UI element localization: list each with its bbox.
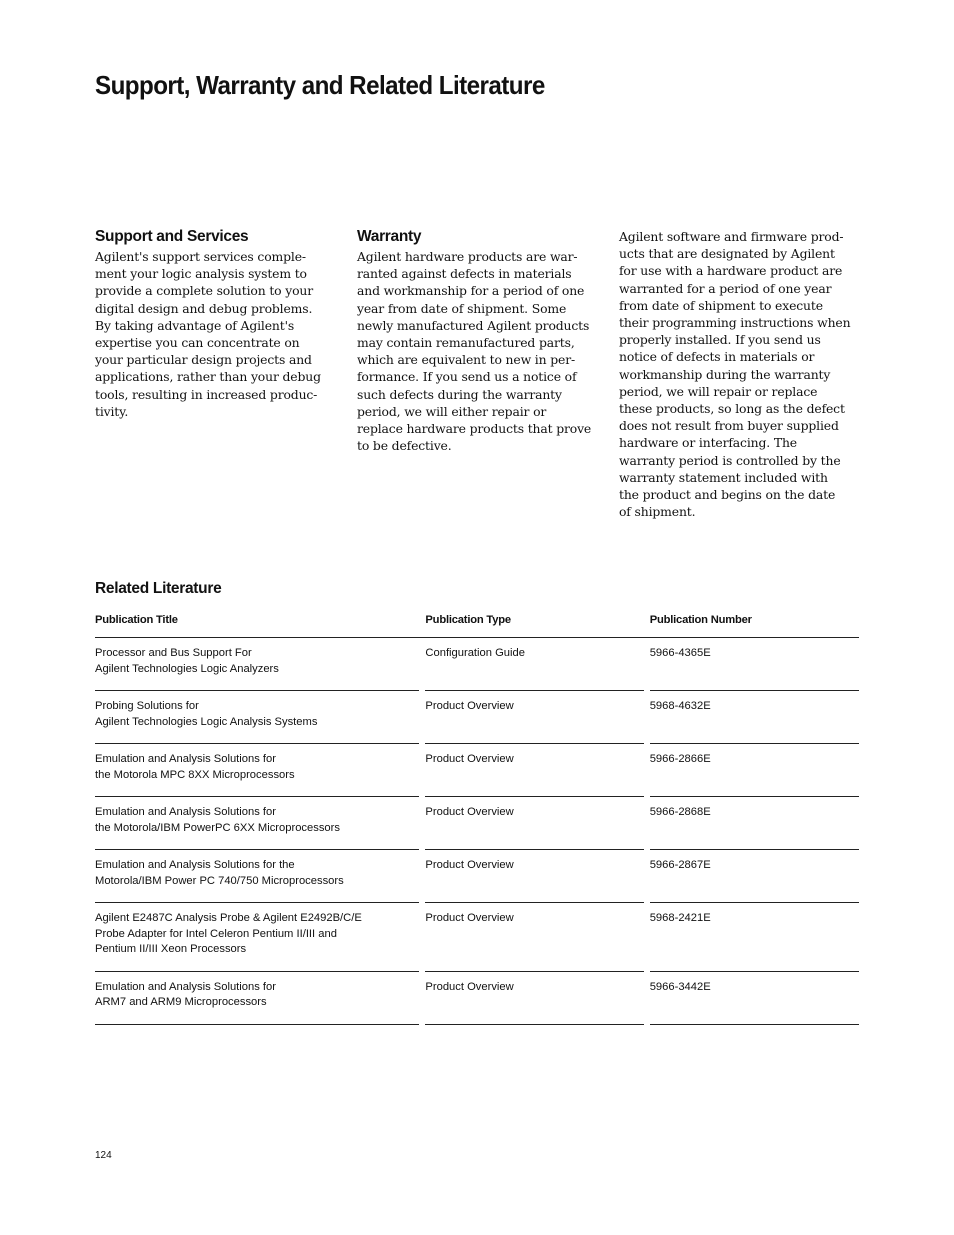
warranty-section <box>357 227 602 454</box>
publication-title-cell: Agilent E2487C Analysis Probe & Agilent E2492B/C/E Probe Adapter for Intel Celeron Pentium II/III and Pentium II/III Xeon Processors <box>95 903 419 972</box>
column-header-number: Publication Number <box>650 614 859 638</box>
publication-number-cell: 5966-2866E <box>650 744 859 797</box>
publication-type-cell: Product Overview <box>425 691 643 744</box>
publication-title-cell: Emulation and Analysis Solutions for the Motorola MPC 8XX Microprocessors <box>95 744 419 797</box>
table-row <box>95 850 859 903</box>
table-row <box>95 797 859 850</box>
column-header-type: Publication Type <box>425 614 643 638</box>
publication-number-cell: 5968-4632E <box>650 691 859 744</box>
table-body <box>95 638 859 1025</box>
warranty-software-body: Agilent software and firmware prod- ucts that are designated by Agilent for use with a hardware product are warranted for a period of one year from date of shipment to execute their programming instructions when properly installed. If you send us notice of defects in materials or workmanship during the warranty period, we will repair or replace these products, so long as the defect does not result from buyer supplied hardware or interfacing. The warranty period is controlled by the warranty statement included with the product and begins on the date of shipment. <box>619 229 851 520</box>
page-title: Support, Warranty and Related Literature <box>95 70 545 100</box>
publication-title-cell: Processor and Bus Support For Agilent Technologies Logic Analyzers <box>95 638 419 691</box>
support-services-heading: Support and Services <box>95 228 249 245</box>
warranty-heading: Warranty <box>357 228 422 245</box>
publication-number-cell: 5966-4365E <box>650 638 859 691</box>
table-header-row <box>95 614 859 638</box>
publication-number-cell: 5966-2867E <box>650 850 859 903</box>
table-row <box>95 903 859 972</box>
publication-type-cell: Product Overview <box>425 903 643 972</box>
page-number: 124 <box>95 1150 112 1161</box>
warranty-software-section <box>619 227 864 520</box>
related-literature-table <box>95 614 859 1025</box>
column-header-title: Publication Title <box>95 614 419 638</box>
table-row <box>95 744 859 797</box>
publication-type-cell: Product Overview <box>425 797 643 850</box>
publication-type-cell: Product Overview <box>425 972 643 1025</box>
publication-number-cell: 5966-3442E <box>650 972 859 1025</box>
publication-type-cell: Product Overview <box>425 744 643 797</box>
warranty-body: Agilent hardware products are war- ranted against defects in materials and workmanship for a period of one year from date of shipment. Some newly manufactured Agilent products may contain remanufactured parts, which are equivalent to new in per- formance. If you send us a notice of such defects during the warranty period, we will either repair or replace hardware products that prove to be defective. <box>357 249 592 454</box>
publication-type-cell: Configuration Guide <box>425 638 643 691</box>
table-row <box>95 972 859 1025</box>
support-services-section <box>95 227 340 420</box>
publication-title-cell: Probing Solutions for Agilent Technologies Logic Analysis Systems <box>95 691 419 744</box>
publication-number-cell: 5966-2868E <box>650 797 859 850</box>
related-literature-heading: Related Literature <box>95 580 222 597</box>
table-row <box>95 638 859 691</box>
publication-type-cell: Product Overview <box>425 850 643 903</box>
publication-number-cell: 5968-2421E <box>650 903 859 972</box>
table-row <box>95 691 859 744</box>
publication-title-cell: Emulation and Analysis Solutions for the Motorola/IBM Power PC 740/750 Microprocessors <box>95 850 419 903</box>
publication-title-cell: Emulation and Analysis Solutions for the Motorola/IBM PowerPC 6XX Microprocessors <box>95 797 419 850</box>
publication-title-cell: Emulation and Analysis Solutions for ARM7 and ARM9 Microprocessors <box>95 972 419 1025</box>
support-services-body: Agilent's support services comple- ment your logic analysis system to provide a complete solution to your digital design and debug problems. By taking advantage of Agilent's expertise you can concentrate on your particular design projects and applications, rather than your debug tools, resulting in increased produc- tivity. <box>95 249 321 419</box>
